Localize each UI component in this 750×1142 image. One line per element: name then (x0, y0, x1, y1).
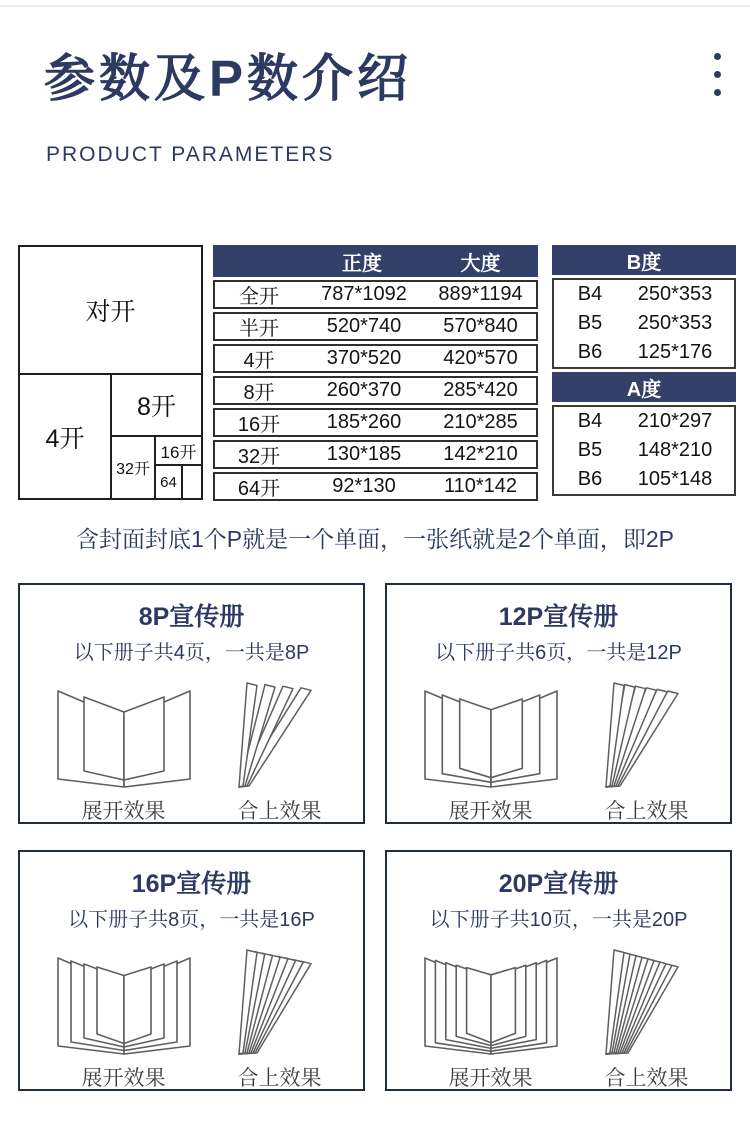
size-table-row (213, 408, 538, 437)
booklet-box (18, 850, 365, 1091)
iso-row (554, 338, 734, 367)
size-row-label: 16开 (237, 414, 281, 436)
open-book-label: 展开效果 (81, 800, 166, 823)
booklet-title: 8P宣传册 (138, 603, 245, 631)
size-table-header (213, 245, 538, 277)
iso-row-value: 210*297 (637, 410, 713, 432)
open-book-figure (416, 934, 566, 1092)
size-table-row (213, 472, 538, 501)
size-row-label: 32开 (237, 446, 281, 468)
size-dadu-value: 285*420 (443, 379, 518, 401)
booklet-subtitle: 以下册子共6页，一共是12P (435, 642, 682, 664)
open-book-figure (49, 934, 199, 1092)
fold-cell-duikai: 对开 (20, 247, 201, 375)
size-dadu-value: 110*142 (443, 475, 518, 497)
booklet-figures (387, 667, 730, 825)
size-zhengdu-value: 370*520 (326, 347, 402, 369)
size-row-label: 8开 (243, 382, 275, 404)
size-dadu-value: 420*570 (443, 347, 518, 369)
paper-fold-diagram (18, 245, 203, 500)
iso-row-label: B6 (577, 341, 603, 363)
paper-size-table (213, 245, 538, 501)
closed-book-icon (592, 934, 702, 1062)
iso-row-value: 250*353 (637, 283, 713, 305)
booklet-subtitle: 以下册子共4页，一共是8P (73, 642, 310, 664)
iso-row (554, 465, 734, 494)
size-table-row (213, 344, 538, 373)
size-row-label: 4开 (243, 350, 275, 372)
iso-row-value: 250*353 (637, 312, 713, 334)
booklet-box (385, 850, 732, 1091)
open-book-figure (49, 667, 199, 825)
size-dadu-value: 210*285 (443, 411, 518, 433)
size-row-label: 半开 (239, 318, 279, 340)
booklet-subtitle: 以下册子共8页，一共是16P (68, 909, 315, 931)
booklet-box (385, 583, 732, 824)
iso-row-label: B4 (577, 283, 603, 305)
open-book-icon (49, 667, 199, 795)
open-book-label: 展开效果 (81, 1067, 166, 1090)
closed-book-label: 合上效果 (237, 800, 322, 823)
size-row-label: 64开 (237, 478, 281, 500)
closed-book-label: 合上效果 (237, 1067, 322, 1090)
iso-row (554, 280, 734, 309)
closed-book-label: 合上效果 (604, 800, 689, 823)
p-count-note: 含封面封底1个P就是一个单面，一张纸就是2个单面，即2P (75, 526, 675, 552)
page-title: 参数及P数介绍 (44, 50, 413, 107)
iso-row (554, 309, 734, 338)
vertical-ellipsis-icon (714, 53, 721, 96)
closed-book-figure (592, 667, 702, 825)
iso-row-value: 105*148 (637, 468, 713, 490)
size-table-row (213, 376, 538, 405)
fold-cell-64: 64 (156, 466, 183, 498)
booklet-figures (20, 667, 363, 825)
open-book-figure (416, 667, 566, 825)
size-dadu-value: 142*210 (443, 443, 518, 465)
open-book-label: 展开效果 (448, 800, 533, 823)
booklet-subtitle: 以下册子共10页，一共是20P (429, 909, 688, 931)
fold-cell-32kai: 32开 (112, 437, 156, 498)
iso-row-value: 148*210 (637, 439, 713, 461)
fold-cell-4kai: 4开 (20, 375, 112, 498)
size-zhengdu-value: 787*1092 (321, 283, 407, 305)
size-dadu-value: 889*1194 (438, 283, 523, 305)
iso-section-body (552, 405, 736, 496)
closed-book-icon (225, 667, 335, 795)
size-zhengdu-value: 520*740 (326, 315, 402, 337)
booklet-title: 20P宣传册 (498, 870, 619, 898)
size-table-row (213, 312, 538, 341)
closed-book-figure (225, 667, 335, 825)
ab-size-table (552, 245, 736, 499)
open-book-icon (49, 934, 199, 1062)
booklet-box (18, 583, 365, 824)
closed-book-figure (592, 934, 702, 1092)
iso-section-header: A度 (552, 372, 736, 402)
booklet-figures (387, 934, 730, 1092)
booklet-title: 12P宣传册 (498, 603, 619, 631)
open-book-icon (416, 934, 566, 1062)
page-subtitle: PRODUCT PARAMETERS (46, 143, 335, 166)
iso-row (554, 407, 734, 436)
iso-row-label: B6 (577, 468, 603, 490)
iso-row-value: 125*176 (637, 341, 713, 363)
column-header-dadu: 大度 (460, 252, 501, 275)
closed-book-figure (225, 934, 335, 1092)
booklet-figures (20, 934, 363, 1092)
closed-book-icon (225, 934, 335, 1062)
size-table-row (213, 280, 538, 309)
closed-book-label: 合上效果 (604, 1067, 689, 1090)
size-zhengdu-value: 185*260 (326, 411, 402, 433)
fold-cell-8kai: 8开 (112, 375, 201, 437)
iso-row-label: B5 (577, 312, 603, 334)
fold-cell-16kai: 16开 (156, 437, 201, 466)
iso-row-label: B4 (577, 410, 603, 432)
size-dadu-value: 570*840 (443, 315, 518, 337)
booklet-title: 16P宣传册 (131, 870, 252, 898)
size-zhengdu-value: 92*130 (332, 475, 396, 497)
column-header-zhengdu: 正度 (342, 252, 382, 275)
iso-section-header: B度 (552, 245, 736, 275)
iso-row-label: B5 (577, 439, 603, 461)
size-zhengdu-value: 260*370 (326, 379, 402, 401)
open-book-icon (416, 667, 566, 795)
closed-book-icon (592, 667, 702, 795)
iso-section-body (552, 278, 736, 369)
size-row-label: 全开 (239, 286, 279, 308)
size-zhengdu-value: 130*185 (326, 443, 402, 465)
size-table-row (213, 440, 538, 469)
fold-cell-empty (183, 466, 201, 498)
open-book-label: 展开效果 (448, 1067, 533, 1090)
top-divider (0, 5, 750, 7)
iso-row (554, 436, 734, 465)
